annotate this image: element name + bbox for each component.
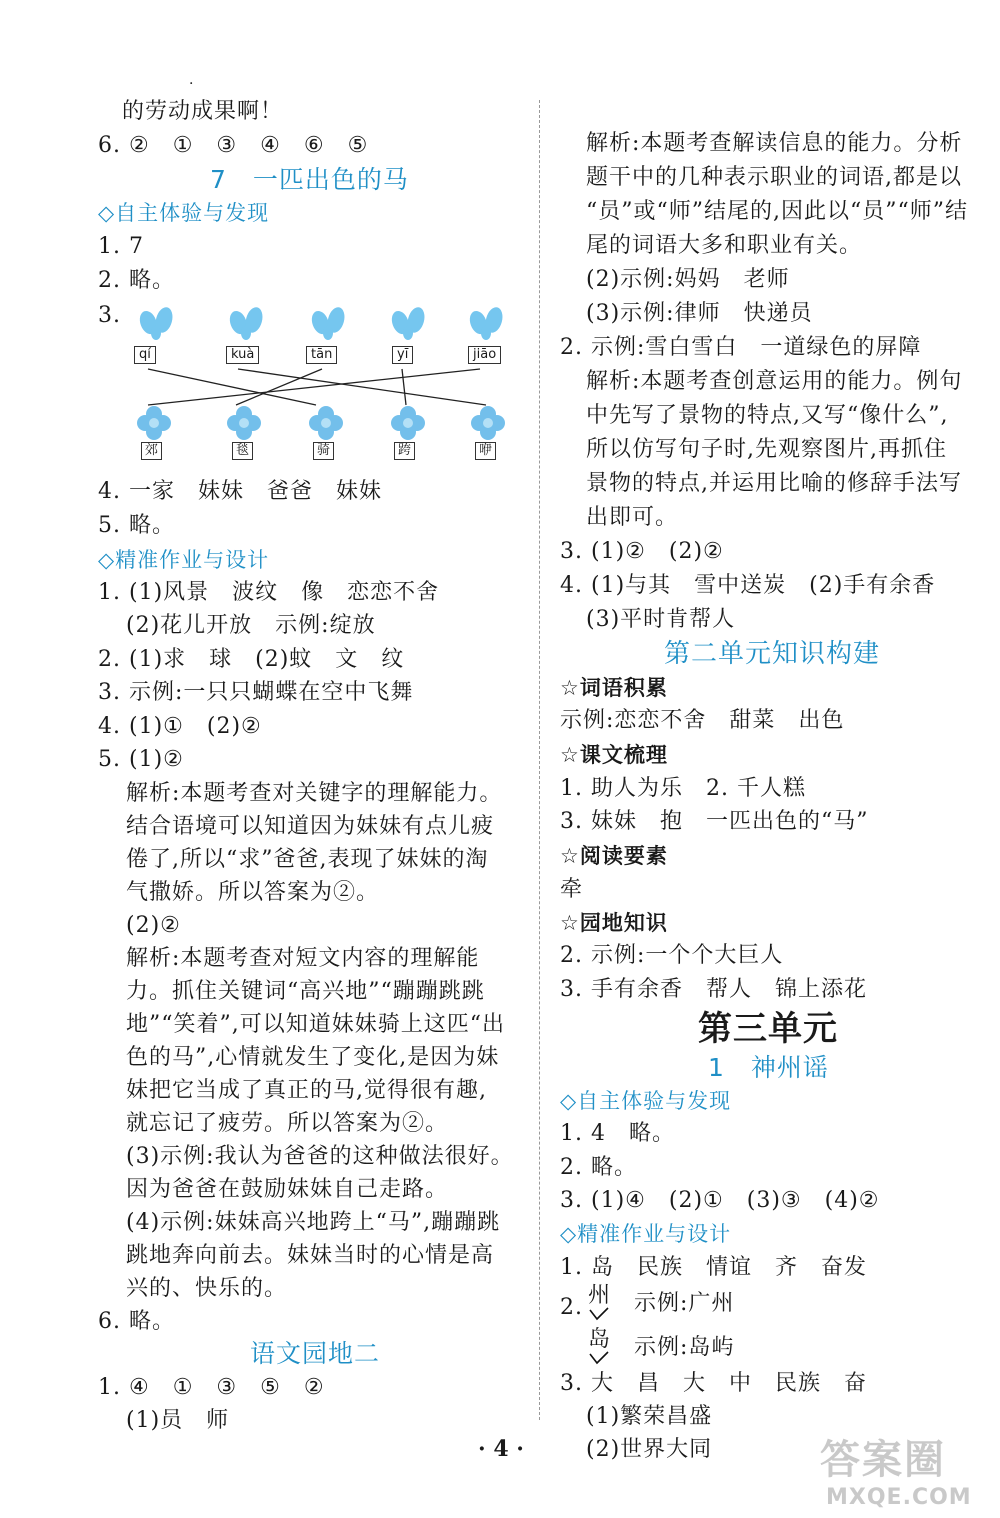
section-heading: ◇自主体验与发现: [560, 1089, 732, 1113]
char-box: 咿: [475, 442, 496, 460]
answer-2: 2. 示例:雪白雪白 一道绿色的屏障: [560, 335, 922, 360]
answer-3: 3. (1)② (2)②: [560, 539, 724, 564]
pinyin-box: qí: [134, 346, 156, 364]
analysis-line: 地”“笑着”,可以知道妹妹骑上这匹“出: [126, 1012, 505, 1037]
answer-line: (3)示例:律师 快递员: [586, 301, 813, 326]
char-box: 跨: [394, 442, 415, 460]
column-divider: [539, 100, 540, 1420]
analysis-line: 就忘记了疲劳。所以答案为②。: [126, 1111, 449, 1136]
summary-line: 牵: [560, 877, 584, 902]
summary-line: 示例:恋恋不舍 甜菜 出色: [560, 708, 845, 733]
unit-summary-title: 第二单元知识构建: [664, 639, 881, 669]
lesson-title: 7 一匹出色的马: [210, 165, 409, 194]
answer-line: 跳地奔向前去。妹妹当时的心情是高: [126, 1243, 495, 1268]
char-box: 毯: [232, 442, 253, 460]
flower-icon: [471, 406, 505, 440]
check-mark-icon: [588, 1350, 612, 1366]
answer-1: 1. 7: [98, 234, 144, 259]
answer-line: (2)世界大同: [586, 1437, 713, 1462]
garden-answer-1a: (1)员 师: [126, 1408, 230, 1433]
practice-1b: (2)花儿开放 示例:绽放: [126, 613, 376, 638]
summary-line: 3. 妹妹 抱 一匹出色的“马”: [560, 809, 869, 834]
analysis-line: 力。抓住关键词“高兴地”“蹦蹦跳跳: [126, 979, 485, 1004]
practice-1: 1. 岛 民族 情谊 齐 奋发: [560, 1255, 867, 1280]
watermark: [820, 1428, 972, 1510]
analysis-line: 色的马”,心情就发生了变化,是因为妹: [126, 1045, 500, 1070]
matching-lines: [126, 305, 546, 465]
unit-title: 第三单元: [698, 1009, 838, 1049]
summary-line: 2. 示例:一个个大巨人: [560, 943, 784, 968]
practice-3: 3. 示例:一只只蝴蝶在空中飞舞: [98, 680, 414, 705]
pinyin-box: kuà: [226, 346, 259, 364]
answer-line: (2)②: [126, 913, 181, 938]
practice-2: 2. (1)求 球 (2)蚊 文 纹: [98, 647, 405, 672]
practice-5: 5. (1)②: [98, 747, 184, 772]
garden-answer-1: 1. ④ ① ③ ⑤ ②: [98, 1375, 325, 1400]
answer-line: 因为爸爸在鼓励妹妹自己走路。: [126, 1177, 449, 1202]
analysis-line: 题干中的几种表示职业的词语,都是以: [586, 165, 962, 190]
subsection-heading: ☆词语积累: [560, 676, 668, 700]
section-heading: ◇精准作业与设计: [560, 1222, 732, 1246]
answer-line: 兴的、快乐的。: [126, 1276, 288, 1301]
answer-line: (2)示例:妈妈 老师: [586, 267, 790, 292]
section-heading: ◇精准作业与设计: [98, 548, 270, 572]
butterfly-icon: [227, 305, 265, 340]
analysis-line: 妹把它当成了真正的马,觉得很有趣,: [126, 1078, 487, 1103]
char-box: 郊: [141, 442, 162, 460]
subsection-heading: ☆阅读要素: [560, 844, 668, 868]
flower-icon: [391, 406, 425, 440]
analysis-line: 解析:本题考查对关键字的理解能力。: [126, 781, 503, 806]
watermark-url: MXQE.COM: [826, 1485, 972, 1510]
page-number: · 4 ·: [478, 1436, 524, 1462]
text-line: 的劳动成果啊！: [122, 99, 284, 124]
practice-1: 1. (1)风景 波纹 像 恋恋不舍: [98, 580, 440, 605]
practice-2: 2.: [560, 1295, 583, 1320]
answer-4: 4. (1)与其 雪中送炭 (2)手有余香: [560, 573, 936, 598]
answer-line: (3)示例:我认为爸爸的这种做法很好。: [126, 1144, 514, 1169]
analysis-line: 气撒娇。所以答案为②。: [126, 880, 380, 905]
analysis-line: 景物的特点,并运用比喻的修辞手法写: [586, 471, 962, 496]
example-line: 示例:广州: [634, 1291, 735, 1316]
pinyin-box: tān: [306, 346, 337, 364]
butterfly-icon: [389, 305, 427, 340]
analysis-line: “员”或“师”结尾的,因此以“员”“师”结: [586, 199, 968, 224]
watermark-logo: 答案圈: [820, 1437, 946, 1483]
answer-1: 1. 4 略。: [560, 1121, 675, 1146]
analysis-line: 所以仿写句子时,先观察图片,再抓住: [586, 437, 947, 462]
answer-3: 3.: [98, 303, 121, 328]
answer-4: 4. 一家 妹妹 爸爸 妹妹: [98, 479, 382, 504]
butterfly-icon: [309, 305, 347, 340]
subsection-heading: ☆课文梳理: [560, 743, 668, 767]
answer-6b: 6. 略。: [98, 1309, 175, 1334]
analysis-line: 出即可。: [586, 505, 679, 530]
analysis-line: 尾的词语大多和职业有关。: [586, 233, 863, 258]
analysis-line: 结合语境可以知道因为妹妹有点儿疲: [126, 814, 495, 839]
char-box: 骑: [313, 442, 334, 460]
flower-icon: [137, 406, 171, 440]
answer-2: 2. 略。: [98, 268, 175, 293]
pinyin-box: yī: [392, 346, 413, 364]
pinyin-box: jiāo: [468, 346, 501, 364]
answer-line: (4)示例:妹妹高兴地跨上“马”,蹦蹦跳: [126, 1210, 501, 1235]
answer-3: 3. (1)④ (2)① (3)③ (4)②: [560, 1188, 880, 1213]
check-mark-icon: [588, 1306, 612, 1322]
lesson-title: 1 神州谣: [708, 1053, 829, 1082]
summary-line: 3. 手有余香 帮人 锦上添花: [560, 977, 867, 1002]
flower-icon: [227, 406, 261, 440]
subsection-heading: ☆园地知识: [560, 911, 668, 935]
answer-line: (3)平时肯帮人: [586, 607, 736, 632]
example-line: 示例:岛屿: [634, 1335, 735, 1360]
butterfly-icon: [137, 305, 175, 340]
answer-5: 5. 略。: [98, 513, 175, 538]
summary-line: 1. 助人为乐 2. 千人糕: [560, 776, 806, 801]
section-heading: ◇自主体验与发现: [98, 201, 270, 225]
radical-char: 岛: [588, 1327, 612, 1352]
garden-title: 语文园地二: [250, 1339, 381, 1368]
answer-6: 6. ② ① ③ ④ ⑥ ⑤: [98, 133, 369, 158]
analysis-line: 倦了,所以“求”爸爸,表现了妹妹的淘: [126, 847, 489, 872]
analysis-line: 解析:本题考查对短文内容的理解能: [126, 946, 480, 971]
answer-line: (1)繁荣昌盛: [586, 1404, 713, 1429]
analysis-line: 解析:本题考查解读信息的能力。分析: [586, 131, 963, 156]
analysis-line: 中先写了景物的特点,又写“像什么”,: [586, 403, 949, 428]
analysis-line: 解析:本题考查创意运用的能力。例句: [586, 369, 963, 394]
practice-3: 3. 大 昌 大 中 民族 奋: [560, 1371, 867, 1396]
answer-2: 2. 略。: [560, 1155, 637, 1180]
dot-mark: ·: [189, 76, 195, 92]
practice-4: 4. (1)① (2)②: [98, 714, 262, 739]
butterfly-icon: [467, 305, 505, 340]
flower-icon: [309, 406, 343, 440]
radical-char: 州: [588, 1283, 612, 1308]
